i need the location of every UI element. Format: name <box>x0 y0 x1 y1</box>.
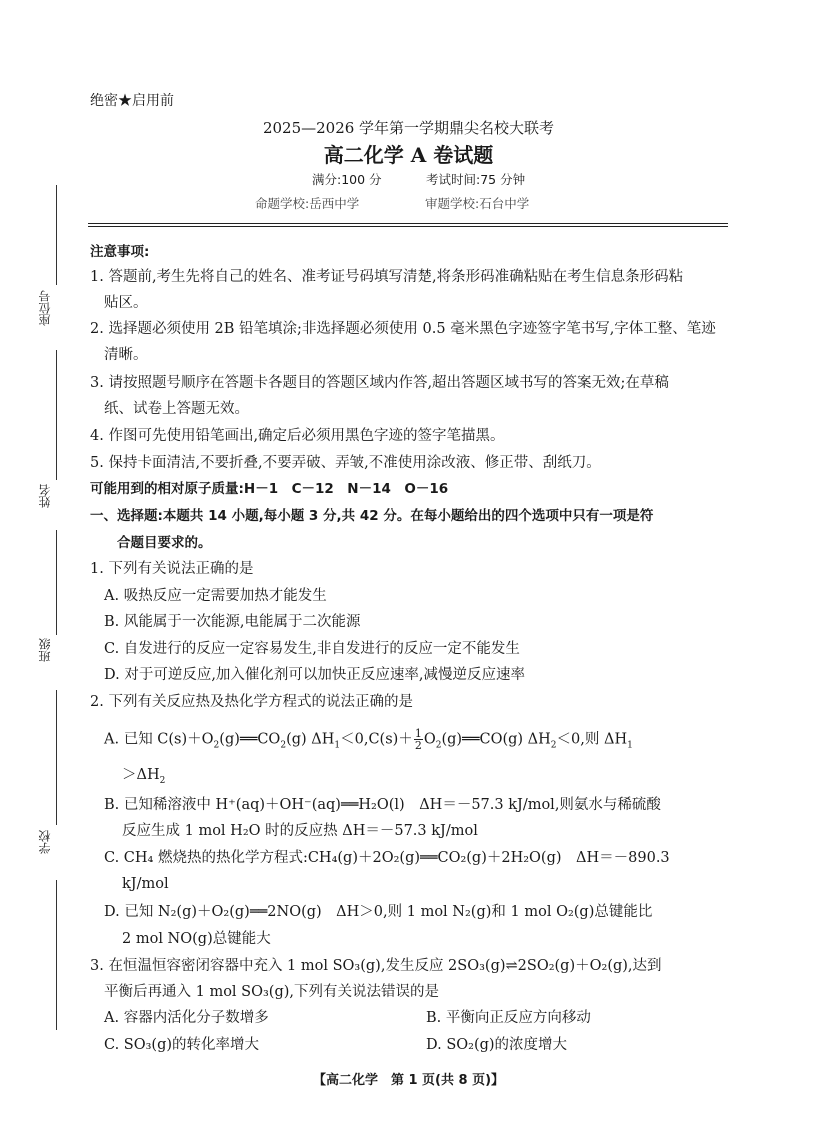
binding-line-1 <box>56 185 57 285</box>
section-heading-cont: 合题目要求的。 <box>117 535 212 551</box>
q2a-part: (g)══CO(g) ΔH <box>441 731 551 748</box>
exam-time: 考试时间:75 分钟 <box>426 172 526 187</box>
question-2-option-d-cont: 2 mol NO(g)总键能大 <box>122 931 271 947</box>
question-2-option-b: B. 已知稀溶液中 H⁺(aq)＋OH⁻(aq)══H₂O(l) ΔH＝－57.3 kJ/mol,则氨水与稀硫酸 <box>104 797 661 813</box>
header-divider-2 <box>88 226 728 227</box>
confidential-mark: 绝密★启用前 <box>90 93 174 109</box>
q2a-part: (g) ΔH <box>286 731 335 748</box>
question-2-option-a: A. 已知 $C(s)+O_2(g)══CO_2(g)$ $\Delta H_1<0,C(s)+$ $\frac{1}{2}$ $O_2(g)══CO(g)$ $\Delta H_2<0$,则 $\Delta H_1$ <box>104 727 633 752</box>
q2a-part: (g)══CO <box>219 731 281 748</box>
question-1-option-c: C. 自发进行的反应一定容易发生,非自发进行的反应一定不能发生 <box>104 641 520 657</box>
question-2-option-b-cont: 反应生成 1 mol H₂O 时的反应热 ΔH＝－57.3 kJ/mol <box>122 823 478 839</box>
question-1-option-a: A. 吸热反应一定需要加热才能发生 <box>104 588 327 604</box>
question-1-option-d: D. 对于可逆反应,加入催化剂可以加快正反应速率,减慢逆反应速率 <box>104 667 526 683</box>
question-3-stem-cont: 平衡后再通入 1 mol SO₃(g),下列有关说法错误的是 <box>104 984 440 1000</box>
name-label: 姓名 <box>38 484 52 508</box>
question-1-stem: 1. 下列有关说法正确的是 <box>90 561 254 577</box>
question-1-option-b: B. 风能属于一次能源,电能属于二次能源 <box>104 614 361 630</box>
q2a-part: A. 已知 C(s)＋O <box>104 731 214 748</box>
seat-number-label: 座位号 <box>38 290 52 326</box>
one-half-fraction: $\frac{1}{2}$ <box>414 727 422 752</box>
binding-line-3 <box>56 530 57 635</box>
exam-name: 2025—2026 学年第一学期鼎尖名校大联考 <box>262 119 555 137</box>
question-2-stem: 2. 下列有关反应热及热化学方程式的说法正确的是 <box>90 694 413 710</box>
question-3-stem: 3. 在恒温恒容密闭容器中充入 1 mol SO₃(g),发生反应 2SO₃(g)⇌2SO₂(g)＋O₂(g),达到 <box>90 958 662 974</box>
page-footer: 【高二化学 第 1 页(共 8 页)】 <box>312 1073 505 1088</box>
atomic-mass-note: 可能用到的相对原子质量:H－1 C－12 N－14 O－16 <box>90 481 449 497</box>
full-score: 满分:100 分 <box>312 172 382 187</box>
notes-item: 1. 答题前,考生先将自己的姓名、准考证号码填写清楚,将条形码准确粘贴在考生信息条形码粘 <box>90 269 684 285</box>
notes-item: 4. 作图可先使用铅笔画出,确定后必须用黑色字迹的签字笔描黑。 <box>90 428 505 444</box>
notes-item: 纸、试卷上答题无效。 <box>104 401 249 417</box>
notes-heading: 注意事项: <box>90 244 150 260</box>
question-2-option-a-cont: $>\Delta H_2$ <box>122 767 166 786</box>
made-by-school: 命题学校:岳西中学 <box>255 196 360 211</box>
q2a-part: ＜0,C(s)＋ <box>340 731 413 748</box>
notes-item: 3. 请按照题号顺序在答题卡各题目的答题区域内作答,超出答题区域书写的答案无效;在草稿 <box>90 375 669 391</box>
binding-line-4 <box>56 690 57 825</box>
question-3-option-c: C. SO₃(g)的转化率增大 <box>104 1037 260 1053</box>
question-3-option-b: B. 平衡向正反应方向移动 <box>426 1010 591 1026</box>
header-divider-1 <box>88 223 728 224</box>
section-heading: 一、选择题:本题共 14 小题,每小题 3 分,共 42 分。在每小题给出的四个选项中只有一项是符 <box>90 508 654 524</box>
notes-item: 5. 保持卡面清洁,不要折叠,不要弄破、弄皱,不准使用涂改液、修正带、刮纸刀。 <box>90 455 601 471</box>
binding-line-2 <box>56 350 57 480</box>
page-title: 高二化学 A 卷试题 <box>323 143 494 167</box>
notes-item: 贴区。 <box>104 295 148 311</box>
question-3-option-a: A. 容器内活化分子数增多 <box>104 1010 269 1026</box>
question-2-option-c-cont: kJ/mol <box>122 876 169 892</box>
notes-item: 清晰。 <box>104 347 148 363</box>
q2a-part: ＜0,则 ΔH <box>556 731 628 748</box>
question-2-option-d: D. 已知 N₂(g)＋O₂(g)══2NO(g) ΔH＞0,则 1 mol N₂(g)和 1 mol O₂(g)总键能比 <box>104 904 653 920</box>
question-3-option-d: D. SO₂(g)的浓度增大 <box>426 1037 568 1053</box>
notes-item: 2. 选择题必须使用 2B 铅笔填涂;非选择题必须使用 0.5 毫米黑色字迹签字笔书写,字体工整、笔迹 <box>90 321 716 337</box>
binding-line-5 <box>56 880 57 1030</box>
reviewed-by-school: 审题学校:石台中学 <box>425 196 530 211</box>
class-label: 班级 <box>38 638 52 662</box>
question-2-option-c: C. CH₄ 燃烧热的热化学方程式:CH₄(g)＋2O₂(g)══CO₂(g)＋2H₂O(g) ΔH＝－890.3 <box>104 850 670 866</box>
q2a-part: O <box>423 731 436 748</box>
school-label: 学校 <box>38 830 52 854</box>
